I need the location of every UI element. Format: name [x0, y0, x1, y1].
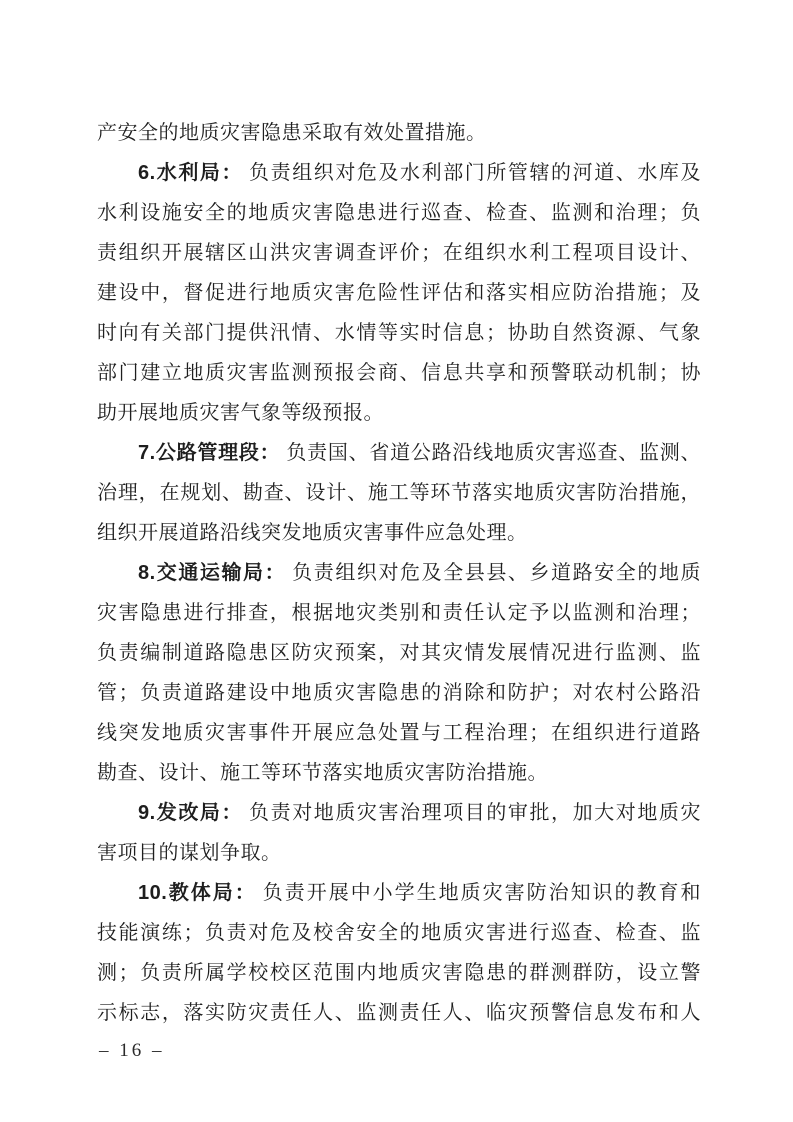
line-text: 害项目的谋划争取。 — [97, 842, 282, 864]
line-text: 管；负责道路建设中地质灾害隐患的消除和防护；对农村公路沿 — [97, 682, 701, 704]
section-heading: 6.水利局： — [138, 162, 244, 184]
paragraph-first-line — [97, 153, 701, 193]
line-text: 技能演练；负责对危及校舍安全的地质灾害进行巡查、检查、监 — [97, 922, 701, 944]
line-text: 时向有关部门提供汛情、水情等实时信息；协助自然资源、气象 — [97, 322, 701, 344]
text-line — [97, 833, 701, 873]
line-text: 负责开展中小学生地质灾害防治知识的教育和 — [262, 882, 701, 904]
page-number: – 16 – — [99, 1040, 165, 1061]
paragraph-first-line — [97, 793, 701, 833]
text-line — [97, 513, 701, 553]
line-text: 负责组织对危及全县县、乡道路安全的地质 — [292, 562, 701, 584]
text-line — [97, 953, 701, 993]
line-text: 负责对地质灾害治理项目的审批，加大对地质灾 — [249, 802, 701, 824]
text-line — [97, 193, 701, 233]
line-text: 责组织开展辖区山洪灾害调查评价；在组织水利工程项目设计、 — [97, 242, 701, 264]
line-text: 负责编制道路隐患区防灾预案，对其灾情发展情况进行监测、监 — [97, 642, 701, 664]
paragraph-first-line — [97, 433, 701, 473]
text-line — [97, 993, 701, 1033]
text-line — [97, 673, 701, 713]
document-body — [97, 113, 701, 1033]
line-text: 部门建立地质灾害监测预报会商、信息共享和预警联动机制；协 — [97, 362, 701, 384]
paragraph-first-line — [97, 553, 701, 593]
text-line — [97, 633, 701, 673]
line-text: 示标志，落实防灾责任人、监测责任人、临灾预警信息发布和人 — [97, 1002, 701, 1024]
text-line — [97, 593, 701, 633]
text-line — [97, 313, 701, 353]
line-text: 产安全的地质灾害隐患采取有效处置措施。 — [97, 122, 487, 144]
text-line — [97, 233, 701, 273]
text-line — [97, 753, 701, 793]
line-text: 灾害隐患进行排查，根据地灾类别和责任认定予以监测和治理； — [97, 602, 701, 624]
line-text: 勘查、设计、施工等环节落实地质灾害防治措施。 — [97, 762, 548, 784]
line-text: 水利设施安全的地质灾害隐患进行巡查、检查、监测和治理；负 — [97, 202, 701, 224]
text-line — [97, 713, 701, 753]
line-text: 负责组织对危及水利部门所管辖的河道、水库及 — [249, 162, 701, 184]
paragraph-first-line — [97, 873, 701, 913]
line-text: 建设中，督促进行地质灾害危险性评估和落实相应防治措施；及 — [97, 282, 701, 304]
section-heading: 7.公路管理段： — [138, 442, 281, 464]
text-line — [97, 393, 701, 433]
line-text: 助开展地质灾害气象等级预报。 — [97, 402, 384, 424]
text-line — [97, 913, 701, 953]
text-line — [97, 113, 701, 153]
section-heading: 8.交通运输局： — [138, 562, 287, 584]
text-line — [97, 273, 701, 313]
section-heading: 9.发改局： — [138, 802, 244, 824]
section-heading: 10.教体局： — [138, 882, 257, 904]
line-text: 组织开展道路沿线突发地质灾害事件应急处理。 — [97, 522, 528, 544]
line-text: 测；负责所属学校校区范围内地质灾害隐患的群测群防，设立警 — [97, 962, 701, 984]
line-text: 线突发地质灾害事件开展应急处置与工程治理；在组织进行道路 — [97, 722, 701, 744]
text-line — [97, 473, 701, 513]
text-line — [97, 353, 701, 393]
line-text: 治理，在规划、勘查、设计、施工等环节落实地质灾害防治措施， — [97, 482, 701, 504]
line-text: 负责国、省道公路沿线地质灾害巡查、监测、 — [286, 442, 701, 464]
